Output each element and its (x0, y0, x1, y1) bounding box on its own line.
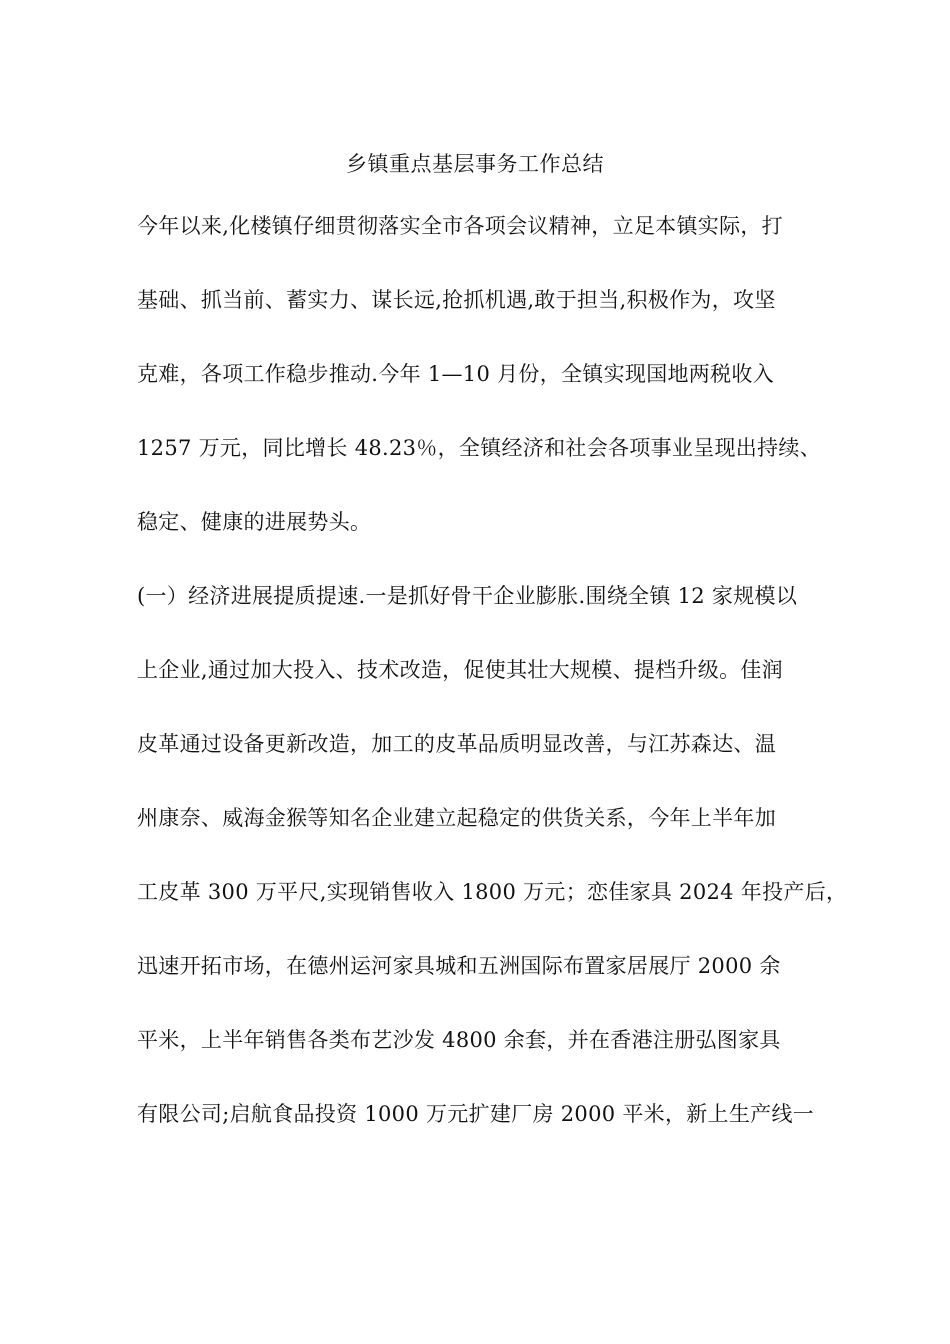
paragraph-line: 皮革通过设备更新改造，加工的皮革品质明显改善，与江苏森达、温 (137, 732, 776, 756)
paragraph-line: 1257 万元，同比增长 48.23％，全镇经济和社会各项事业呈现出持续、 (137, 436, 822, 460)
document-title: 乡镇重点基层事务工作总结 (346, 152, 604, 176)
paragraph-line: 上企业,通过加大投入、技术改造，促使其壮大规模、提档升级。佳润 (137, 658, 783, 682)
paragraph-line: (一）经济进展提质提速.一是抓好骨干企业膨胀.围绕全镇 12 家规模以 (137, 584, 798, 608)
paragraph-line: 迅速开拓市场，在德州运河家具城和五洲国际布置家居展厅 2000 余 (137, 954, 781, 978)
paragraph-line: 今年以来,化楼镇仔细贯彻落实全市各项会议精神，立足本镇实际，打 (137, 214, 783, 238)
paragraph-line: 基础、抓当前、蓄实力、谋长远,抢抓机遇,敢于担当,积极作为，攻坚 (137, 288, 776, 312)
paragraph-line: 平米，上半年销售各类布艺沙发 4800 余套，并在香港注册弘图家具 (137, 1028, 781, 1052)
paragraph-line: 有限公司;启航食品投资 1000 万元扩建厂房 2000 平米，新上生产线一 (137, 1102, 815, 1126)
paragraph-line: 工皮革 300 万平尺,实现销售收入 1800 万元；恋佳家具 2024 年投产后， (137, 880, 848, 904)
paragraph-line: 州康奈、威海金猴等知名企业建立起稳定的供货关系，今年上半年加 (137, 806, 776, 830)
paragraph-line: 稳定、健康的进展势头。 (137, 510, 372, 534)
paragraph-line: 克难，各项工作稳步推动.今年 1—10 月份，全镇实现国地两税收入 (137, 362, 775, 386)
